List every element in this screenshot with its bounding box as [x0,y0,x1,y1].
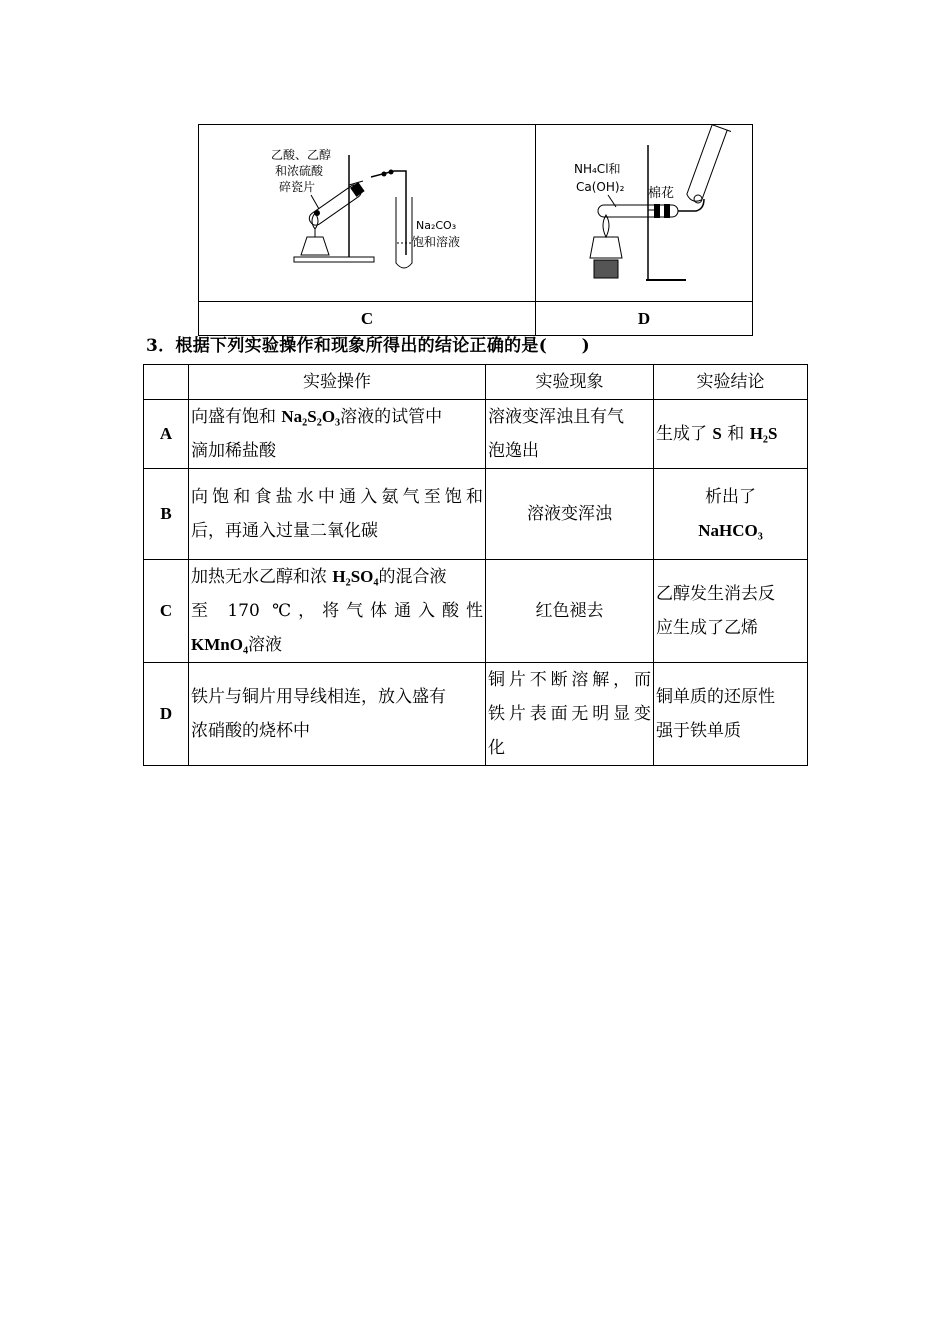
label-solution-2: 饱和溶液 [412,235,461,249]
table-row [144,663,808,766]
collection-tube [682,125,731,205]
cotton-plug [694,195,702,203]
apparatus-c-label: C [199,302,536,336]
conclusion-cell: 乙醇发生消去反 应生成了乙烯 [654,560,808,663]
alcohol-lamp [590,237,622,258]
header-conclusion: 实验结论 [654,365,808,400]
support-block [594,260,618,278]
row-label: B [144,469,189,560]
stand-base [294,257,374,262]
apparatus-figure-table [198,124,753,336]
row-label: A [144,400,189,469]
operation-cell: 铁片与铜片用导线相连，放入盛有 浓硝酸的烧杯中 [189,663,486,766]
receiving-tube [396,197,412,268]
operation-cell: 向饱和食盐水中通入氨气至饱和 后，再通入过量二氧化碳 [189,469,486,560]
header-operation: 实验操作 [189,365,486,400]
label-cotton: 棉花 [648,186,675,201]
conclusion-cell: 铜单质的还原性 强于铁单质 [654,663,808,766]
header-blank [144,365,189,400]
label-reactants-1: 乙酸、乙醇 [271,148,332,162]
apparatus-d-drawing [536,125,752,297]
experiment-table [143,364,808,766]
formula: Na₂S₂O₃ [281,407,341,426]
table-row [144,469,808,560]
phenomenon-cell: 溶液变浑浊且有气 泡逸出 [486,400,654,469]
flame [603,215,609,237]
boiling-chips [314,210,320,216]
operation-cell: 加热无水乙醇和浓 H₂SO₄的混合液 至 170 ℃，将气体通入酸性 KMnO₄溶液 [189,560,486,663]
phenomenon-cell: 溶液变浑浊 [486,469,654,560]
row-label: C [144,560,189,663]
label-solution-1: Na₂CO₃ [416,219,457,232]
table-row [144,560,808,663]
delivery-tube [371,171,406,255]
phenomenon-cell: 红色褪去 [486,560,654,663]
alcohol-lamp [301,237,329,255]
reaction-tube [307,181,365,227]
label-reactants-2: 和浓硫酸 [275,164,324,178]
header-phenomenon: 实验现象 [486,365,654,400]
phenomenon-cell: 铜片不断溶解，而 铁片表面无明显变 化 [486,663,654,766]
table-row [144,400,808,469]
table-header-row [144,365,808,400]
operation-cell: 向盛有饱和 Na₂S₂O₃溶液的试管中 滴加稀盐酸 [189,400,486,469]
label-reactants-3: 碎瓷片 [279,180,316,194]
conclusion-cell: 生成了 S 和 H₂S [654,400,808,469]
apparatus-d-label: D [536,302,753,336]
row-label: D [144,663,189,766]
apparatus-c-drawing [199,125,535,297]
apparatus-d-cell [536,125,753,302]
label-reagent-1: NH₄Cl和 [574,162,621,176]
apparatus-c-cell [199,125,536,302]
conclusion-cell: 析出了 NaHCO₃ [654,469,808,560]
question-title: 3．根据下列实验操作和现象所得出的结论正确的是( ) [146,336,591,356]
label-reagent-2: Ca(OH)₂ [576,180,625,194]
